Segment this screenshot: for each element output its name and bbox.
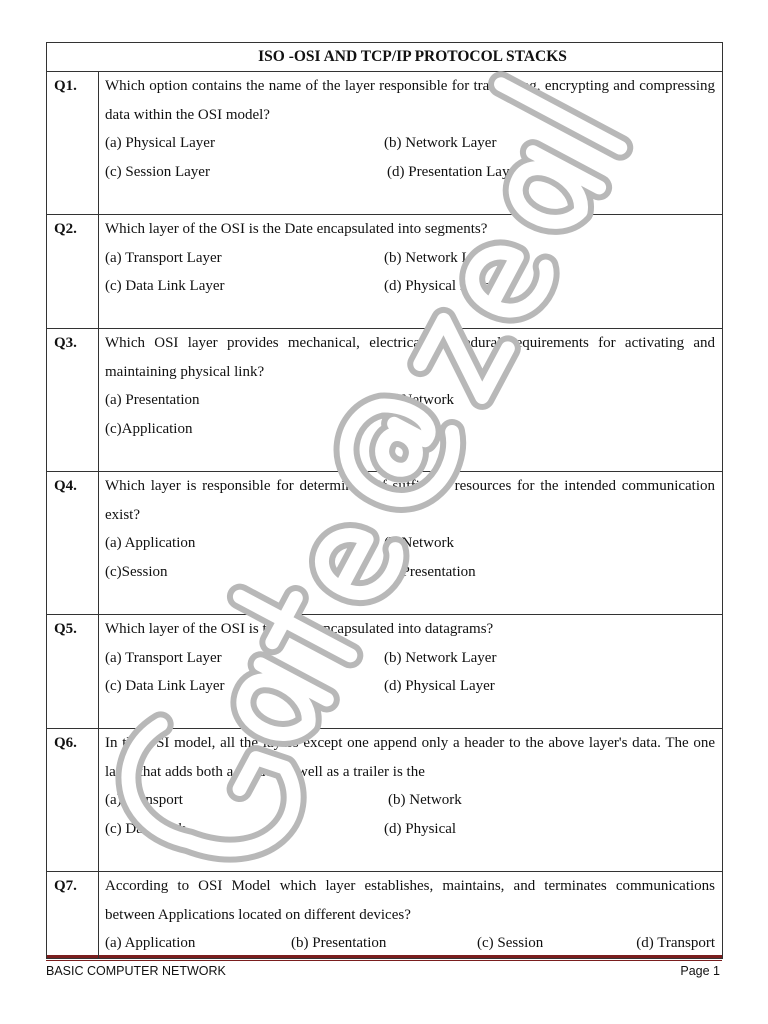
question-body bbox=[99, 215, 723, 329]
option-b: (b) Network Layer bbox=[384, 649, 497, 666]
option-b: (b)Network bbox=[384, 392, 454, 408]
option-d: (d) Presentation Layer bbox=[387, 163, 522, 180]
option-d: (d)Physical bbox=[384, 420, 453, 437]
options-grid bbox=[105, 529, 715, 586]
question-table bbox=[46, 42, 723, 959]
question-body bbox=[99, 729, 723, 872]
question-text: In the OSI model, all the layers except one append only a header to the above layer's data. The one layer that adds both a header as well as a trailer is the bbox=[105, 735, 716, 780]
question-number: Q1. bbox=[47, 72, 99, 215]
question-row-6 bbox=[47, 729, 723, 872]
option-b: (b) Network Layer bbox=[384, 135, 497, 151]
option-a: (a) Physical Layer bbox=[105, 135, 215, 151]
footer-course-title: BASIC COMPUTER NETWORK bbox=[46, 964, 226, 978]
options-grid bbox=[105, 129, 715, 186]
question-row-7 bbox=[47, 872, 723, 959]
page-title: ISO -OSI AND TCP/IP PROTOCOL STACKS bbox=[258, 48, 567, 65]
question-body bbox=[99, 72, 723, 215]
page-footer bbox=[46, 964, 720, 978]
question-number: Q6. bbox=[47, 729, 99, 872]
option-d: (d) Transport bbox=[636, 935, 716, 951]
option-c: (c) Data Link Layer bbox=[105, 278, 225, 294]
option-c: (c) Data Link Layer bbox=[105, 678, 225, 694]
question-text: Which OSI layer provides mechanical, electrical, procedural requirements for activating and maintaining physical link? bbox=[105, 335, 716, 380]
question-row-5 bbox=[47, 615, 723, 729]
title-row bbox=[47, 43, 723, 72]
question-text: According to OSI Model which layer establishes, maintains, and terminates communications between Applications located on different devices? bbox=[105, 878, 716, 923]
question-body bbox=[99, 472, 723, 615]
question-body bbox=[99, 615, 723, 729]
options-grid bbox=[105, 386, 715, 443]
option-a: (a) Application bbox=[105, 935, 196, 951]
question-number: Q5. bbox=[47, 615, 99, 729]
option-c: (c) Data Link bbox=[105, 820, 186, 837]
title-cell bbox=[47, 43, 723, 72]
options-grid bbox=[105, 644, 715, 701]
option-c: (c)Application bbox=[105, 420, 193, 437]
question-row-3 bbox=[47, 329, 723, 472]
option-b: (b) Network Layer bbox=[384, 249, 497, 266]
question-row-2 bbox=[47, 215, 723, 329]
footer-rule-thin bbox=[46, 960, 722, 961]
option-d: (d)Presentation bbox=[384, 563, 476, 580]
question-number: Q3. bbox=[47, 329, 99, 472]
question-number: Q2. bbox=[47, 215, 99, 329]
option-a: (a) Transport bbox=[105, 792, 183, 808]
question-body bbox=[99, 329, 723, 472]
option-c: (c)Session bbox=[105, 563, 168, 580]
question-text: Which layer of the OSI is the Date encapsulated into datagrams? bbox=[105, 621, 494, 637]
question-row-1 bbox=[47, 72, 723, 215]
question-body bbox=[99, 872, 723, 959]
option-c: (c) Session Layer bbox=[105, 163, 210, 180]
option-a: (a) Application bbox=[105, 535, 196, 551]
option-c: (c) Session bbox=[477, 935, 544, 951]
question-row-4 bbox=[47, 472, 723, 615]
option-a: (a) Transport Layer bbox=[105, 649, 222, 666]
options-grid bbox=[105, 244, 715, 301]
options-grid bbox=[105, 786, 715, 843]
question-text: Which layer of the OSI is the Date encapsulated into segments? bbox=[105, 221, 488, 237]
option-b: (b)Network bbox=[384, 535, 454, 551]
question-number: Q4. bbox=[47, 472, 99, 615]
option-d: (d) Physical bbox=[384, 820, 457, 837]
options-row bbox=[105, 929, 715, 958]
question-text: Which option contains the name of the layer responsible for translating, encrypting and compressing data within the OSI model? bbox=[105, 78, 716, 123]
question-number: Q7. bbox=[47, 872, 99, 959]
option-a: (a) Transport Layer bbox=[105, 249, 222, 266]
option-d: (d) Physical Layer bbox=[384, 678, 495, 694]
option-b: (b) Network bbox=[388, 792, 462, 808]
question-text: Which layer is responsible for determining if sufficient resources for the intended communication exist? bbox=[105, 478, 716, 523]
option-d: (d) Physical Layer bbox=[384, 278, 495, 294]
footer-page-number: Page 1 bbox=[680, 964, 720, 978]
option-b: (b) Presentation bbox=[291, 935, 387, 951]
option-a: (a) Presentation bbox=[105, 392, 200, 408]
